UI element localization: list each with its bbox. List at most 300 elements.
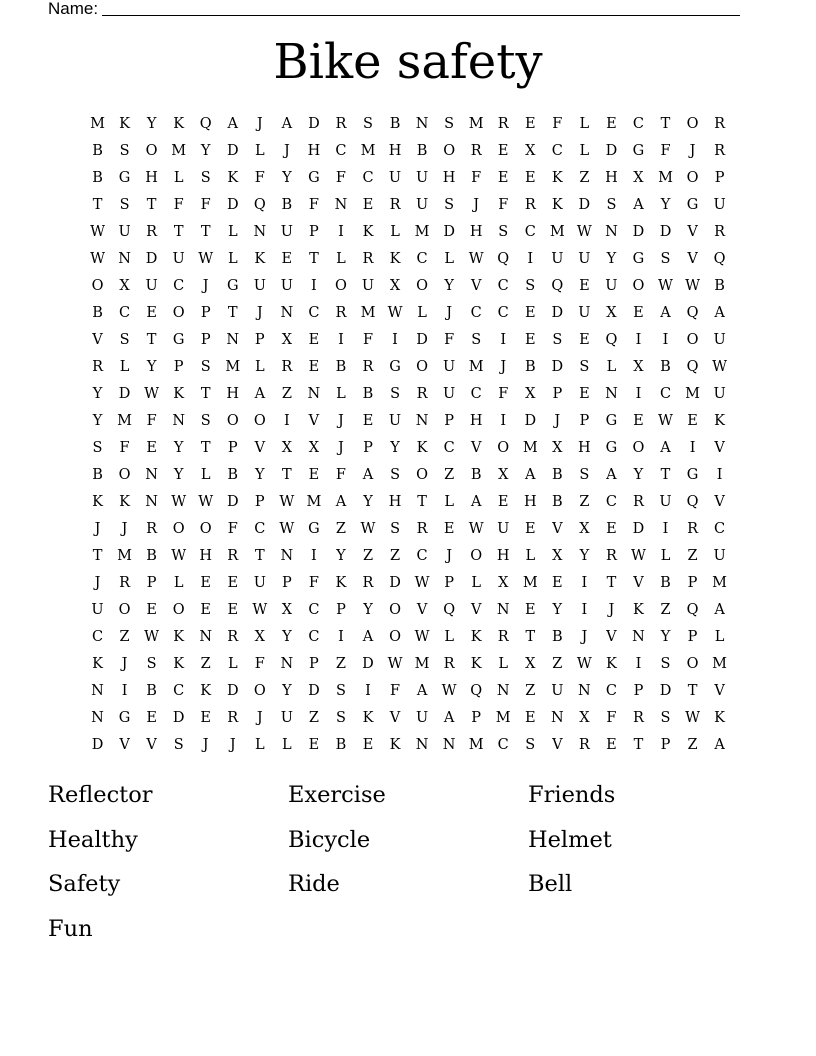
grid-letter: L [336, 251, 346, 267]
grid-row [84, 465, 733, 492]
name-blank-line[interactable] [102, 0, 740, 16]
grid-letter: Y [660, 629, 671, 645]
grid-letter: P [200, 332, 211, 348]
grid-letter: U [713, 548, 726, 564]
grid-letter: S [335, 710, 346, 726]
grid-letter: Z [579, 170, 590, 186]
grid-letter: N [578, 683, 591, 699]
grid-letter: T [660, 467, 671, 483]
grid-letter: F [227, 521, 238, 537]
grid-letter: A [443, 710, 455, 726]
grid-letter: O [686, 332, 699, 348]
grid-letter: X [281, 602, 293, 618]
grid-letter: W [631, 548, 646, 564]
grid-letter: A [335, 494, 347, 510]
grid-letter: D [145, 251, 158, 267]
grid-letter: B [335, 359, 347, 375]
grid-letter: V [92, 332, 103, 348]
grid-letter: I [338, 332, 344, 348]
grid-letter: P [281, 575, 292, 591]
grid-letter: I [635, 332, 642, 348]
grid-letter: B [92, 305, 103, 321]
grid-letter: I [283, 413, 290, 429]
grid-letter: B [524, 359, 536, 375]
grid-letter: X [525, 656, 536, 672]
grid-letter: P [660, 737, 671, 753]
grid-letter: V [552, 521, 563, 537]
grid-letter: E [146, 305, 157, 321]
grid-letter: D [443, 224, 455, 240]
grid-letter: I [635, 656, 642, 672]
grid-letter: J [202, 737, 209, 753]
grid-letter: G [118, 170, 131, 186]
grid-letter: Y [146, 116, 157, 132]
grid-letter: I [581, 575, 588, 591]
grid-letter: Y [363, 494, 373, 510]
grid-letter: E [362, 737, 374, 753]
grid-letter: S [363, 116, 373, 132]
grid-letter: E [524, 116, 536, 132]
grid-letter: R [524, 197, 536, 213]
grid-letter: D [632, 224, 645, 240]
grid-letter: T [282, 467, 292, 483]
grid-letter: B [416, 143, 428, 159]
grid-letter: W [171, 548, 187, 564]
grid-letter: E [497, 170, 509, 186]
grid-letter: P [254, 332, 265, 348]
grid-letter: N [91, 683, 104, 699]
grid-letter: I [392, 332, 398, 348]
grid-letter: F [606, 710, 617, 726]
grid-letter: R [714, 143, 726, 159]
grid-letter: E [687, 413, 698, 429]
page-title: Bike safety [273, 34, 543, 90]
grid-letter: U [253, 575, 266, 591]
grid-letter: J [283, 143, 290, 159]
grid-letter: A [362, 467, 374, 483]
grid-letter: V [714, 494, 725, 510]
grid-letter: P [363, 440, 373, 456]
grid-letter: V [119, 737, 130, 753]
grid-letter: C [308, 629, 320, 645]
grid-letter: W [144, 386, 160, 402]
grid-letter: Z [552, 656, 563, 672]
grid-letter: M [414, 224, 430, 240]
grid-letter: L [579, 116, 590, 132]
grid-letter: A [470, 494, 482, 510]
grid-row [84, 519, 733, 546]
grid-letter: Z [687, 737, 698, 753]
grid-letter: C [605, 494, 617, 510]
grid-letter: J [229, 737, 236, 753]
grid-letter: X [498, 575, 509, 591]
grid-letter: L [282, 737, 292, 753]
grid-letter: B [362, 386, 374, 402]
grid-letter: E [146, 440, 157, 456]
letter-grid [84, 114, 733, 762]
grid-letter: F [498, 386, 509, 402]
grid-letter: X [633, 170, 644, 186]
word-list-item: Ride [288, 871, 340, 897]
grid-letter: O [118, 602, 131, 618]
grid-letter: X [119, 278, 130, 294]
grid-letter: U [280, 224, 293, 240]
grid-letter: M [117, 413, 132, 429]
grid-letter: T [525, 629, 536, 645]
grid-letter: E [200, 602, 211, 618]
grid-letter: E [308, 467, 320, 483]
grid-letter: N [118, 251, 131, 267]
grid-letter: P [309, 656, 319, 672]
grid-letter: N [415, 116, 429, 132]
grid-letter: O [416, 359, 429, 375]
grid-letter: M [522, 440, 538, 456]
grid-letter: G [389, 359, 401, 375]
grid-letter: S [390, 386, 400, 402]
grid-letter: F [335, 467, 346, 483]
grid-letter: Z [308, 710, 319, 726]
grid-letter: B [92, 170, 103, 186]
grid-letter: W [387, 656, 403, 672]
grid-letter: B [335, 737, 347, 753]
grid-letter: C [497, 305, 509, 321]
grid-letter: G [308, 521, 320, 537]
grid-letter: U [415, 197, 429, 213]
grid-letter: I [500, 413, 507, 429]
grid-letter: E [362, 197, 374, 213]
grid-letter: Y [444, 278, 454, 294]
grid-letter: R [687, 521, 699, 537]
grid-letter: P [444, 413, 455, 429]
grid-letter: U [145, 278, 158, 294]
grid-letter: X [389, 278, 401, 294]
grid-letter: W [90, 251, 105, 267]
grid-letter: K [173, 629, 185, 645]
grid-row [84, 195, 733, 222]
grid-letter: S [200, 170, 211, 186]
grid-letter: F [119, 440, 130, 456]
grid-letter: O [389, 602, 401, 618]
grid-letter: M [468, 116, 484, 132]
grid-letter: I [500, 332, 507, 348]
grid-letter: N [442, 737, 456, 753]
grid-letter: U [172, 251, 185, 267]
grid-row [84, 357, 733, 384]
grid-letter: C [173, 683, 185, 699]
grid-letter: J [256, 116, 263, 132]
grid-letter: V [606, 629, 617, 645]
grid-letter: X [552, 440, 563, 456]
grid-letter: A [254, 386, 266, 402]
grid-letter: J [94, 521, 101, 537]
grid-letter: E [524, 170, 536, 186]
grid-letter: T [146, 332, 157, 348]
grid-letter: T [200, 224, 211, 240]
grid-letter: K [254, 251, 266, 267]
grid-letter: K [119, 494, 130, 510]
grid-letter: P [552, 386, 563, 402]
grid-row [84, 276, 733, 303]
grid-letter: B [470, 467, 482, 483]
grid-letter: V [552, 737, 563, 753]
grid-letter: Z [660, 602, 671, 618]
grid-row [84, 411, 733, 438]
grid-letter: Q [605, 332, 618, 348]
grid-letter: J [500, 359, 507, 375]
grid-letter: R [362, 251, 374, 267]
grid-letter: D [226, 143, 239, 159]
grid-letter: V [687, 251, 698, 267]
grid-letter: S [606, 197, 617, 213]
grid-letter: L [227, 224, 238, 240]
grid-letter: F [498, 197, 509, 213]
grid-letter: M [117, 548, 132, 564]
grid-letter: E [606, 116, 617, 132]
grid-letter: O [91, 278, 104, 294]
grid-row [84, 222, 733, 249]
grid-letter: P [687, 629, 698, 645]
grid-letter: E [579, 386, 590, 402]
grid-letter: C [524, 224, 536, 240]
grid-letter: N [280, 305, 294, 321]
grid-letter: D [632, 521, 645, 537]
grid-letter: P [173, 359, 184, 375]
grid-letter: N [226, 332, 240, 348]
grid-letter: U [280, 710, 293, 726]
grid-letter: C [254, 521, 266, 537]
grid-letter: S [146, 656, 157, 672]
grid-letter: I [365, 683, 371, 699]
grid-letter: S [498, 224, 509, 240]
grid-letter: J [338, 413, 344, 429]
grid-letter: H [469, 224, 483, 240]
grid-letter: U [443, 359, 456, 375]
grid-letter: S [444, 116, 455, 132]
grid-letter: Z [390, 548, 401, 564]
grid-letter: E [227, 602, 239, 618]
grid-letter: B [714, 278, 725, 294]
grid-letter: O [389, 629, 401, 645]
grid-letter: L [173, 170, 184, 186]
grid-letter: N [199, 629, 213, 645]
grid-letter: K [92, 656, 103, 672]
grid-letter: U [118, 224, 131, 240]
grid-letter: H [578, 440, 591, 456]
grid-letter: L [444, 629, 454, 645]
grid-letter: U [713, 197, 726, 213]
grid-letter: C [173, 278, 185, 294]
grid-letter: B [389, 116, 401, 132]
grid-letter: L [444, 494, 454, 510]
grid-letter: F [660, 143, 671, 159]
grid-letter: U [415, 710, 429, 726]
grid-letter: V [470, 278, 482, 294]
grid-letter: J [446, 305, 453, 321]
grid-letter: Y [92, 413, 103, 429]
grid-letter: N [632, 629, 645, 645]
grid-letter: R [497, 116, 509, 132]
grid-letter: K [362, 710, 374, 726]
grid-letter: B [281, 197, 293, 213]
grid-letter: X [254, 629, 265, 645]
grid-letter: M [306, 494, 322, 510]
grid-letter: R [605, 548, 617, 564]
grid-letter: E [524, 521, 536, 537]
grid-letter: U [388, 170, 402, 186]
grid-letter: W [468, 521, 484, 537]
grid-letter: U [361, 278, 375, 294]
grid-letter: N [145, 467, 158, 483]
grid-letter: M [360, 143, 376, 159]
grid-letter: N [550, 710, 564, 726]
grid-letter: I [311, 278, 317, 294]
grid-letter: R [146, 521, 158, 537]
grid-letter: E [606, 521, 617, 537]
grid-row [84, 384, 733, 411]
grid-letter: X [308, 440, 320, 456]
grid-letter: G [172, 332, 185, 348]
grid-letter: D [226, 197, 239, 213]
grid-letter: U [415, 170, 429, 186]
grid-letter: Z [281, 386, 292, 402]
grid-letter: G [686, 467, 699, 483]
grid-letter: E [308, 359, 320, 375]
grid-letter: A [714, 737, 725, 753]
grid-letter: N [415, 413, 429, 429]
grid-letter: D [362, 656, 374, 672]
grid-letter: G [605, 440, 618, 456]
grid-letter: R [335, 116, 347, 132]
grid-letter: U [91, 602, 104, 618]
grid-letter: A [606, 467, 617, 483]
name-field[interactable] [48, 0, 740, 18]
grid-letter: I [311, 548, 317, 564]
grid-letter: P [309, 224, 319, 240]
grid-letter: W [685, 278, 700, 294]
grid-letter: L [525, 548, 536, 564]
grid-row [84, 654, 733, 681]
grid-letter: T [660, 116, 671, 132]
grid-letter: J [121, 656, 128, 672]
grid-letter: P [336, 602, 346, 618]
grid-letter: G [226, 278, 239, 294]
grid-letter: F [254, 170, 265, 186]
grid-letter: S [471, 332, 482, 348]
grid-letter: E [579, 278, 590, 294]
grid-letter: R [281, 359, 293, 375]
grid-letter: Y [633, 467, 644, 483]
grid-letter: M [360, 305, 376, 321]
grid-letter: F [444, 332, 455, 348]
grid-letter: Z [200, 656, 211, 672]
grid-letter: C [497, 737, 509, 753]
grid-letter: K [389, 251, 401, 267]
grid-letter: D [605, 143, 618, 159]
grid-letter: S [390, 467, 400, 483]
grid-letter: V [308, 413, 320, 429]
grid-letter: U [713, 386, 726, 402]
grid-letter: A [660, 305, 671, 321]
grid-letter: Z [525, 683, 536, 699]
grid-letter: J [446, 548, 453, 564]
grid-letter: N [605, 386, 618, 402]
grid-letter: K [551, 197, 563, 213]
grid-letter: Y [146, 359, 157, 375]
grid-letter: Z [687, 548, 698, 564]
grid-letter: U [659, 494, 672, 510]
grid-letter: F [308, 197, 319, 213]
grid-letter: O [226, 413, 239, 429]
word-list-item: Fun [48, 915, 93, 942]
grid-letter: T [227, 305, 238, 321]
grid-letter: M [414, 656, 430, 672]
grid-letter: W [252, 602, 268, 618]
grid-letter: X [579, 710, 590, 726]
grid-letter: K [92, 494, 103, 510]
grid-letter: L [336, 386, 346, 402]
grid-letter: W [171, 494, 187, 510]
grid-letter: B [551, 629, 563, 645]
grid-letter: H [605, 170, 618, 186]
grid-letter: F [146, 413, 157, 429]
grid-letter: G [686, 197, 699, 213]
grid-letter: E [633, 413, 644, 429]
grid-letter: B [146, 548, 157, 564]
grid-letter: D [226, 494, 239, 510]
grid-letter: Z [119, 629, 130, 645]
grid-letter: L [714, 629, 725, 645]
grid-letter: M [225, 359, 241, 375]
grid-letter: R [470, 143, 482, 159]
grid-letter: B [551, 494, 563, 510]
grid-letter: J [581, 629, 588, 645]
grid-letter: M [90, 116, 105, 132]
grid-letter: T [687, 683, 698, 699]
grid-letter: W [414, 629, 430, 645]
grid-letter: U [280, 278, 293, 294]
grid-letter: K [416, 440, 428, 456]
grid-letter: L [498, 656, 509, 672]
grid-letter: F [254, 656, 265, 672]
grid-letter: I [581, 602, 588, 618]
grid-letter: A [416, 683, 428, 699]
grid-letter: R [227, 629, 239, 645]
grid-letter: D [308, 116, 320, 132]
grid-letter: L [471, 575, 481, 591]
grid-letter: Z [335, 656, 346, 672]
grid-letter: Q [686, 494, 699, 510]
grid-letter: I [716, 467, 723, 483]
grid-letter: J [256, 710, 263, 726]
grid-letter: K [714, 710, 726, 726]
grid-letter: H [388, 494, 402, 510]
grid-letter: R [416, 521, 428, 537]
grid-letter: P [471, 710, 482, 726]
grid-letter: L [119, 359, 130, 375]
grid-letter: N [605, 224, 618, 240]
grid-letter: R [633, 494, 644, 510]
grid-letter: S [579, 467, 590, 483]
grid-letter: O [199, 521, 212, 537]
grid-letter: O [686, 170, 699, 186]
grid-letter: W [658, 278, 673, 294]
grid-letter: Y [579, 548, 590, 564]
grid-letter: P [714, 170, 725, 186]
grid-letter: U [578, 305, 591, 321]
grid-letter: J [121, 521, 128, 537]
grid-letter: X [281, 440, 293, 456]
grid-letter: W [360, 521, 376, 537]
